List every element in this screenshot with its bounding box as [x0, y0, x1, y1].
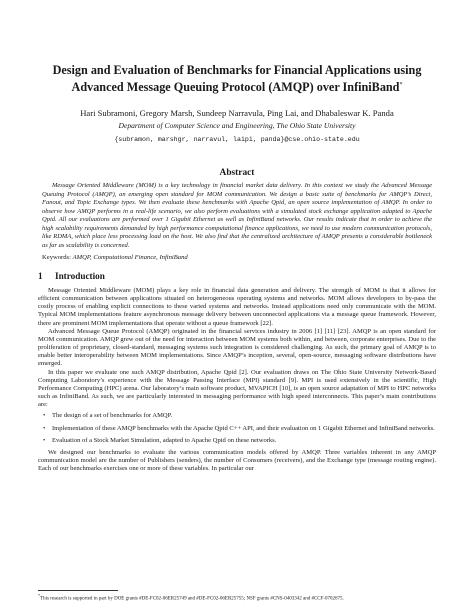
paragraph: Message Oriented Middleware (MOM) plays a key role in financial data generation and delivery. The strength of MOM is that it allows for efficient communication between applications situated on heterogeneous operating systems and networks. MOM allows developers to by-pass the costly process of enabling explicit connections to these varied systems and networks. Instead applications need only communicate with the MOM. Typical MOM implementations feature asynchronous message delivery between unconnected applications via a message queue framework. However, there are prominent MOM implementations that operate without a queue framework [22].: [38, 287, 436, 327]
section-body: [38, 287, 436, 473]
footnote: [38, 592, 436, 603]
list-item-text: Implementation of these AMQP benchmarks with the Apache Qpid C++ API, and their evaluation on 1 Gigabit Ethernet and InfiniBand networks.: [52, 424, 435, 432]
list-item: [43, 412, 436, 420]
abstract-heading: Abstract: [219, 168, 255, 178]
footnote-mark: *: [38, 593, 41, 598]
keywords: [42, 253, 432, 262]
list-item: [43, 436, 436, 445]
title-line-1: Design and Evaluation of Benchmarks for Financial Applications using: [52, 63, 422, 77]
title-line-2: [20, 78, 454, 95]
title-line-2-text: Advanced Message Queuing Protocol (AMQP) over InfiniBand: [71, 80, 400, 95]
abstract-text: Message Oriented Middleware (MOM) is a key technology in financial market data delivery. In this context we study the Advanced Message Queuing Protocol (AMQP), an emerging open standard for MOM communication. We design a basic suite of benchmarks for AMQP’s Direct, Fanout, and Topic Exchange types. We then evaluate these benchmarks with Apache Qpid, an open source implementation of AMQP. In order to observe how AMQP performs in a real-life scenario, we also perform evaluations with a simulated stock exchange application adapted to Apache Qpid. All our evaluations are performed over 1 Gigabit Ethernet as well as InfiniBand networks. Our results indicate that in order to achieve the high scalability requirements demanded by high performance computational finance applications, we need to use modern communication protocols, like RDMA, which place less processing load on the host. We also find that the centralized architecture of AMQP presents a considerable bottleneck as far as scalability is concerned.: [42, 182, 432, 249]
paper-title: [20, 63, 454, 95]
section-heading: [38, 270, 105, 282]
section-title: Introduction: [55, 271, 105, 281]
list-item-text: The design of a set of benchmarks for AMQP.: [52, 412, 173, 420]
bullet-icon: •: [43, 424, 46, 432]
section-number: 1: [38, 271, 43, 281]
bullet-icon: •: [43, 412, 46, 420]
title-footnote-mark: *: [399, 82, 403, 88]
paragraph: Advanced Message Queue Protocol (AMQP) originated in the financial services industry in 2006 [1] [11] [23]. AMQP is an open standard for MOM communication. AMQP grew out of the need for interaction between MOM systems both within, and between, corporate enterprises. Due to the proliferation of proprietary, closed-standard, messaging systems such integration is considered challenging. As such, the primary goal of AMQP is to enable better interoperability between MOM implementations. Since AMQP’s inception, several, open-source, messaging software distributions have emerged.: [38, 327, 436, 368]
paragraph: We designed our benchmarks to evaluate the various communication models offered by AMQP. Three variables inherent in any AMQP communication model are the number of Publishers (senders), the number of Consumers (receivers), and the Exchange type (message routing engine). Each of our benchmarks exercises one or more of these variables. In particular our: [38, 448, 436, 473]
footnote-rule: [38, 590, 118, 591]
paragraph: In this paper we evaluate one such AMQP distribution, Apache Qpid [2]. Our evaluation draws on The Ohio State University Network-Based Computing Laboratory’s experience with the Message Passing Interface (MPI) standard [9]. MPI is used extensively in the scientific, High Performance Computing (HPC) arena. Our laboratory’s main software product, MVAPICH [10], is an open source adaptation of MPI to HPC networks such as InfiniBand. As such, we are particularly interested in messaging performance with high speed interconnects. This paper’s main contributions are:: [38, 368, 436, 409]
author-list: Hari Subramoni, Gregory Marsh, Sundeep Narravula, Ping Lai, and Dhabaleswar K. Panda: [80, 108, 394, 118]
affiliation: Department of Computer Science and Engineering, The Ohio State University: [118, 121, 356, 130]
contributions-list: [38, 412, 436, 444]
list-item: [43, 424, 436, 433]
author-emails: {subramon, marshgr, narravul, laipi, panda}@cse.ohio-state.edu: [114, 136, 360, 143]
footnote-text: This research is supported in part by DOE grants #DE-FC02-06ER25749 and #DE-FC02-06ER25755; NSF grants #CNS-0403342 and #CCF-0702675.: [40, 596, 344, 602]
bullet-icon: •: [43, 436, 46, 444]
keywords-value: AMQP, Computational Finance, InfiniBand: [72, 254, 188, 261]
list-item-text: Evaluation of a Stock Market Simulation, adapted to Apache Qpid on these networks.: [52, 436, 277, 444]
keywords-label: Keywords:: [42, 254, 71, 261]
